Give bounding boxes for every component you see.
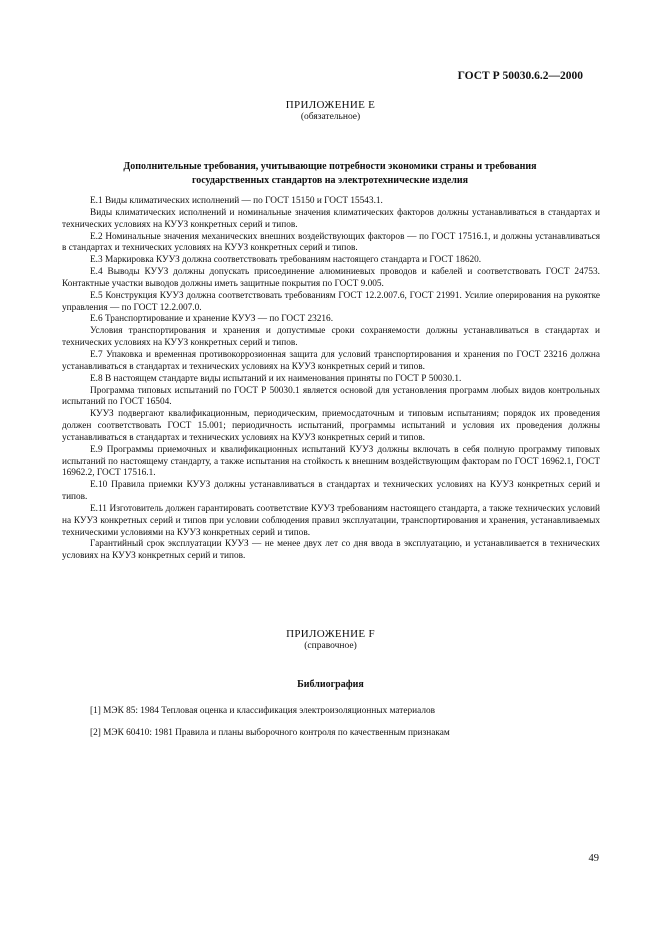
- document-code: ГОСТ Р 50030.6.2—2000: [457, 70, 583, 82]
- appendix-e-status: (обязательное): [300, 112, 361, 122]
- paragraph: КУУЗ подвергают квалификационным, периодическим, приемосдаточным и типовым испытаниям; порядок их проведения должен соответствовать ГОСТ 15.001; периодичность испытаний, программы испытаний и условия их проведения должны устанавливаться в стандартах и технических условиях на КУУЗ конкретных серий и типов.: [62, 409, 600, 443]
- paragraph-e4: Е.4 Выводы КУУЗ должны допускать присоединение алюминиевых проводов и кабелей и соответствовать ГОСТ 24753. Контактные участки выводов должны иметь защитные покрытия по ГОСТ 9.005.: [62, 267, 600, 289]
- paragraph: Виды климатических исполнений и номинальные значения климатических факторов должны устанавливаться в стандартах и технических условиях на КУУЗ конкретных серий и типов.: [62, 207, 600, 230]
- paragraph-e2: Е.2 Номинальные значения механических внешних воздействующих факторов — по ГОСТ 17516.1, и должны устанавливаться в стандартах и технических условиях на КУУЗ конкретных серий и типов.: [62, 231, 600, 254]
- bibliography-item: [2] МЭК 60410: 1981 Правила и планы выборочного контроля по качественным признакам: [90, 728, 450, 738]
- paragraph-e11: Е.11 Изготовитель должен гарантировать соответствие КУУЗ требованиям настоящего стандарта, а также технических условий на КУУЗ конкретных серий и типов при условии соблюдения правил эксплуатации, транспортирования и хранения, устанавливаемых техническими условиями на КУУЗ конкретных серий и типов.: [62, 503, 600, 538]
- paragraph-e7: Е.7 Упаковка и временная противокоррозионная защита для условий транспортирования и хранения по ГОСТ 23216 должна устанавливаться в стандартах и технических условиях на КУУЗ конкретных серий и типов.: [62, 349, 600, 372]
- paragraph-e5: Е.5 Конструкция КУУЗ должна соответствовать требованиям ГОСТ 12.2.007.6, ГОСТ 21991. Усилие оперирования на рукоятке управления — по ГОСТ 12.2.007.0.: [62, 290, 600, 313]
- paragraph: Программа типовых испытаний по ГОСТ Р 50030.1 является основой для установления программ любых видов контрольных испытаний по ГОСТ 16504.: [62, 385, 600, 408]
- appendix-e-title: ПРИЛОЖЕНИЕ Е: [285, 99, 376, 111]
- section-title: [80, 160, 580, 187]
- bibliography-item: [1] МЭК 85: 1984 Тепловая оценка и классификация электроизоляционных материалов: [90, 706, 436, 716]
- page-number: 49: [588, 853, 599, 864]
- section-title-line: Дополнительные требования, учитывающие потребности экономики страны и требования: [123, 161, 537, 172]
- paragraph: Условия транспортирования и хранения и допустимые сроки сохраняемости должны устанавливаться в стандартах и технических условиях на КУУЗ конкретных серий и типов.: [62, 326, 600, 349]
- paragraph-e3: Е.3 Маркировка КУУЗ должна соответствовать требованиям настоящего стандарта и ГОСТ 18620.: [90, 255, 482, 266]
- requirements-text: [62, 196, 600, 563]
- paragraph-e6: Е.6 Транспортирование и хранение КУУЗ — по ГОСТ 23216.: [90, 314, 334, 325]
- section-title-line: государственных стандартов на электротехнические изделия: [191, 174, 469, 186]
- paragraph-e9: Е.9 Программы приемочных и квалификационных испытаний КУУЗ должны включать в себя полную программу типовых испытаний по настоящему стандарту, а также испытания на стойкость к внешним воздействующим факторам по ГОСТ 16962.1, ГОСТ 16962.2, ГОСТ 17516.1.: [62, 444, 600, 479]
- bibliography-title: Библиография: [297, 679, 364, 690]
- appendix-f-heading: [0, 628, 661, 651]
- appendix-f-title: ПРИЛОЖЕНИЕ F: [286, 628, 375, 640]
- paragraph-e8: Е.8 В настоящем стандарте виды испытаний и их наименования приняты по ГОСТ Р 50030.1.: [90, 373, 462, 384]
- paragraph-warranty: Гарантийный срок эксплуатации КУУЗ — не менее двух лет со дня ввода в эксплуатацию, и устанавливается в технических условиях на КУУЗ конкретных серий и типов.: [62, 539, 600, 562]
- paragraph-e10: Е.10 Правила приемки КУУЗ должны устанавливаться в стандартах и технических условиях на КУУЗ конкретных серий и типов.: [62, 480, 600, 503]
- appendix-f-status: (справочное): [304, 641, 357, 651]
- appendix-e-heading: [0, 99, 661, 122]
- paragraph-e1: Е.1 Виды климатических исполнений — по ГОСТ 15150 и ГОСТ 15543.1.: [90, 196, 383, 206]
